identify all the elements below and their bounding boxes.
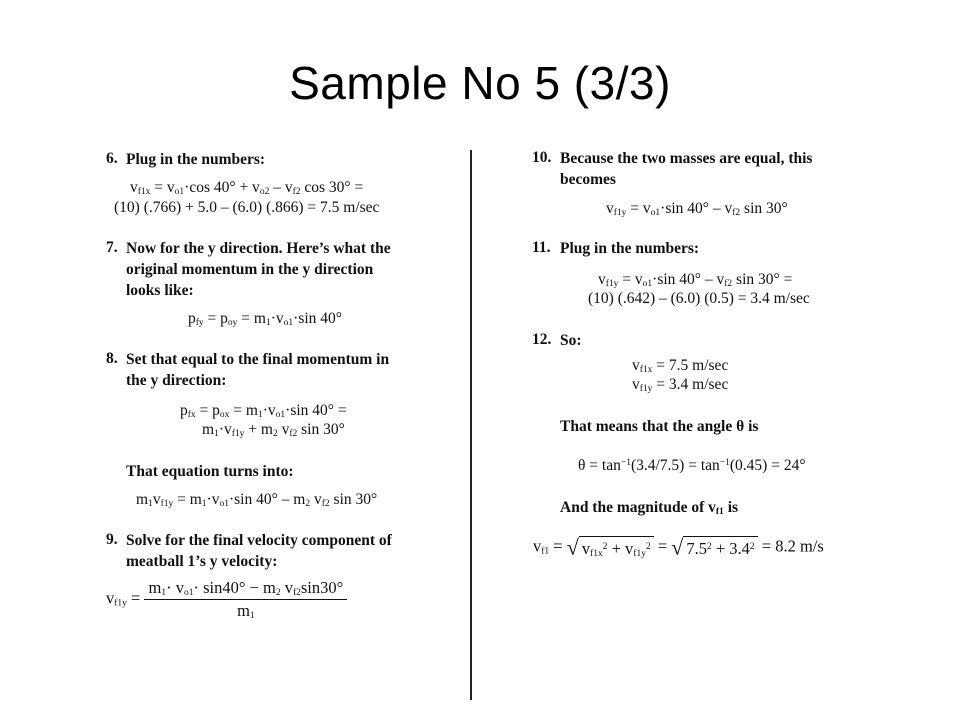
- step-9-line: meatball 1’s y velocity:: [126, 553, 278, 570]
- slide-title: Sample No 5 (3/3): [289, 57, 671, 109]
- step-7-equation: $p_{fy} = p_{oy} = m_1\cdot v_{o1}\cdot\sin$ 40°: [188, 310, 342, 328]
- step-8-equation-line-3: $m_1v_{f1y} = m_1\cdot v_{o1}\cdot\sin$ $40^\circ - m_2$ $v_{f2}$ sin 30°: [136, 491, 378, 509]
- step-12-result-x: $v_{f1x} = 7.5$ m/sec: [632, 357, 729, 375]
- step-8-equation-line-1: $p_{fx} = p_{ox} = m_1\cdot v_{o1}\cdot\sin$ 40° =: [180, 402, 347, 420]
- step-8-line: the y direction:: [126, 372, 227, 389]
- step-6-number: 6.: [106, 150, 118, 167]
- step-10-text: [560, 148, 812, 190]
- column-divider: [470, 150, 472, 700]
- step-9-equation: $v_{f1y}$ = $\frac{m_1\cdot v_{o1}\cdot \sin 40^\circ - m_2 v_{f2}\sin 30^\circ}{m_1}$: [106, 578, 347, 621]
- step-12-angle-text: That means that the angle θ is: [560, 418, 759, 435]
- step-9-text: [126, 530, 392, 572]
- step-12-angle-equation: $\theta = \tan^{-1}(3.4/7.5) = \tan^{-1}(0.45) = 24^\circ$: [578, 457, 806, 474]
- step-6-equation-line-2: (10) (.766) + 5.0 – (6.0) (.866) = 7.5 m/sec: [114, 199, 380, 216]
- step-11-number: 11.: [532, 239, 551, 256]
- step-9-fraction: $\frac{m_1\cdot v_{o1}\cdot \sin 40^\circ - m_2 v_{f2}\sin 30^\circ}{m_1}$: [144, 578, 347, 621]
- step-12-magnitude-equation: $v_{f1}$ = √ $v_{f1x}^2 + v_{f1y}^2$ = √ $7.5^2 + 3.4^2 = 8.2$ m/s: [533, 534, 824, 560]
- step-11-equation-line-1: $v_{f1y} = v_{o1}\cdot\sin$ $40^\circ - v_{f2}$ sin 30° =: [598, 271, 793, 289]
- radical-2: √ $7.5^2 + 3.4^2$: [671, 536, 757, 559]
- step-8-text: [126, 349, 389, 391]
- step-12-text: So:: [560, 332, 582, 349]
- step-8-number: 8.: [106, 350, 118, 367]
- step-9-line: Solve for the final velocity component of: [126, 532, 392, 549]
- step-12-magnitude-text: And the magnitude of $v_{f1}$ is: [560, 499, 739, 517]
- step-12-result-y: $v_{f1y} = 3.4$ m/sec: [632, 376, 729, 394]
- step-10-line: Because the two masses are equal, this: [560, 150, 813, 167]
- step-9-number: 9.: [106, 531, 118, 548]
- step-7-line: Now for the y direction. Here’s what the: [126, 240, 391, 257]
- step-11-text: Plug in the numbers:: [560, 240, 700, 257]
- step-10-number: 10.: [532, 149, 552, 166]
- step-8-equation-line-2: $m_1\cdot v_{f1y} + m_2$ $v_{f2}$ sin 30°: [202, 421, 345, 439]
- step-7-number: 7.: [106, 239, 118, 256]
- step-7-line: looks like:: [126, 282, 194, 299]
- step-12-number: 12.: [532, 331, 552, 348]
- step-11-equation-line-2: (10) (.642) – (6.0) (0.5) = 3.4 m/sec: [588, 290, 810, 307]
- radical-1: √ $v_{f1x}^2 + v_{f1y}^2$: [567, 536, 654, 559]
- step-6-equation-line-1: $v_{f1x} = v_{o1}\cdot\cos$ $40^\circ + v_{o2} - v_{f2}$ cos 30° =: [130, 179, 364, 197]
- step-10-equation: $v_{f1y} = v_{o1}\cdot\sin$ $40^\circ - v_{f2}$ sin 30°: [606, 200, 788, 218]
- step-10-line: becomes: [560, 171, 616, 188]
- step-7-line: original momentum in the y direction: [126, 261, 374, 278]
- step-8-line: Set that equal to the final momentum in: [126, 351, 390, 368]
- step-7-text: [126, 238, 391, 301]
- step-6-text: Plug in the numbers:: [126, 151, 266, 168]
- step-8-followup: That equation turns into:: [126, 463, 294, 480]
